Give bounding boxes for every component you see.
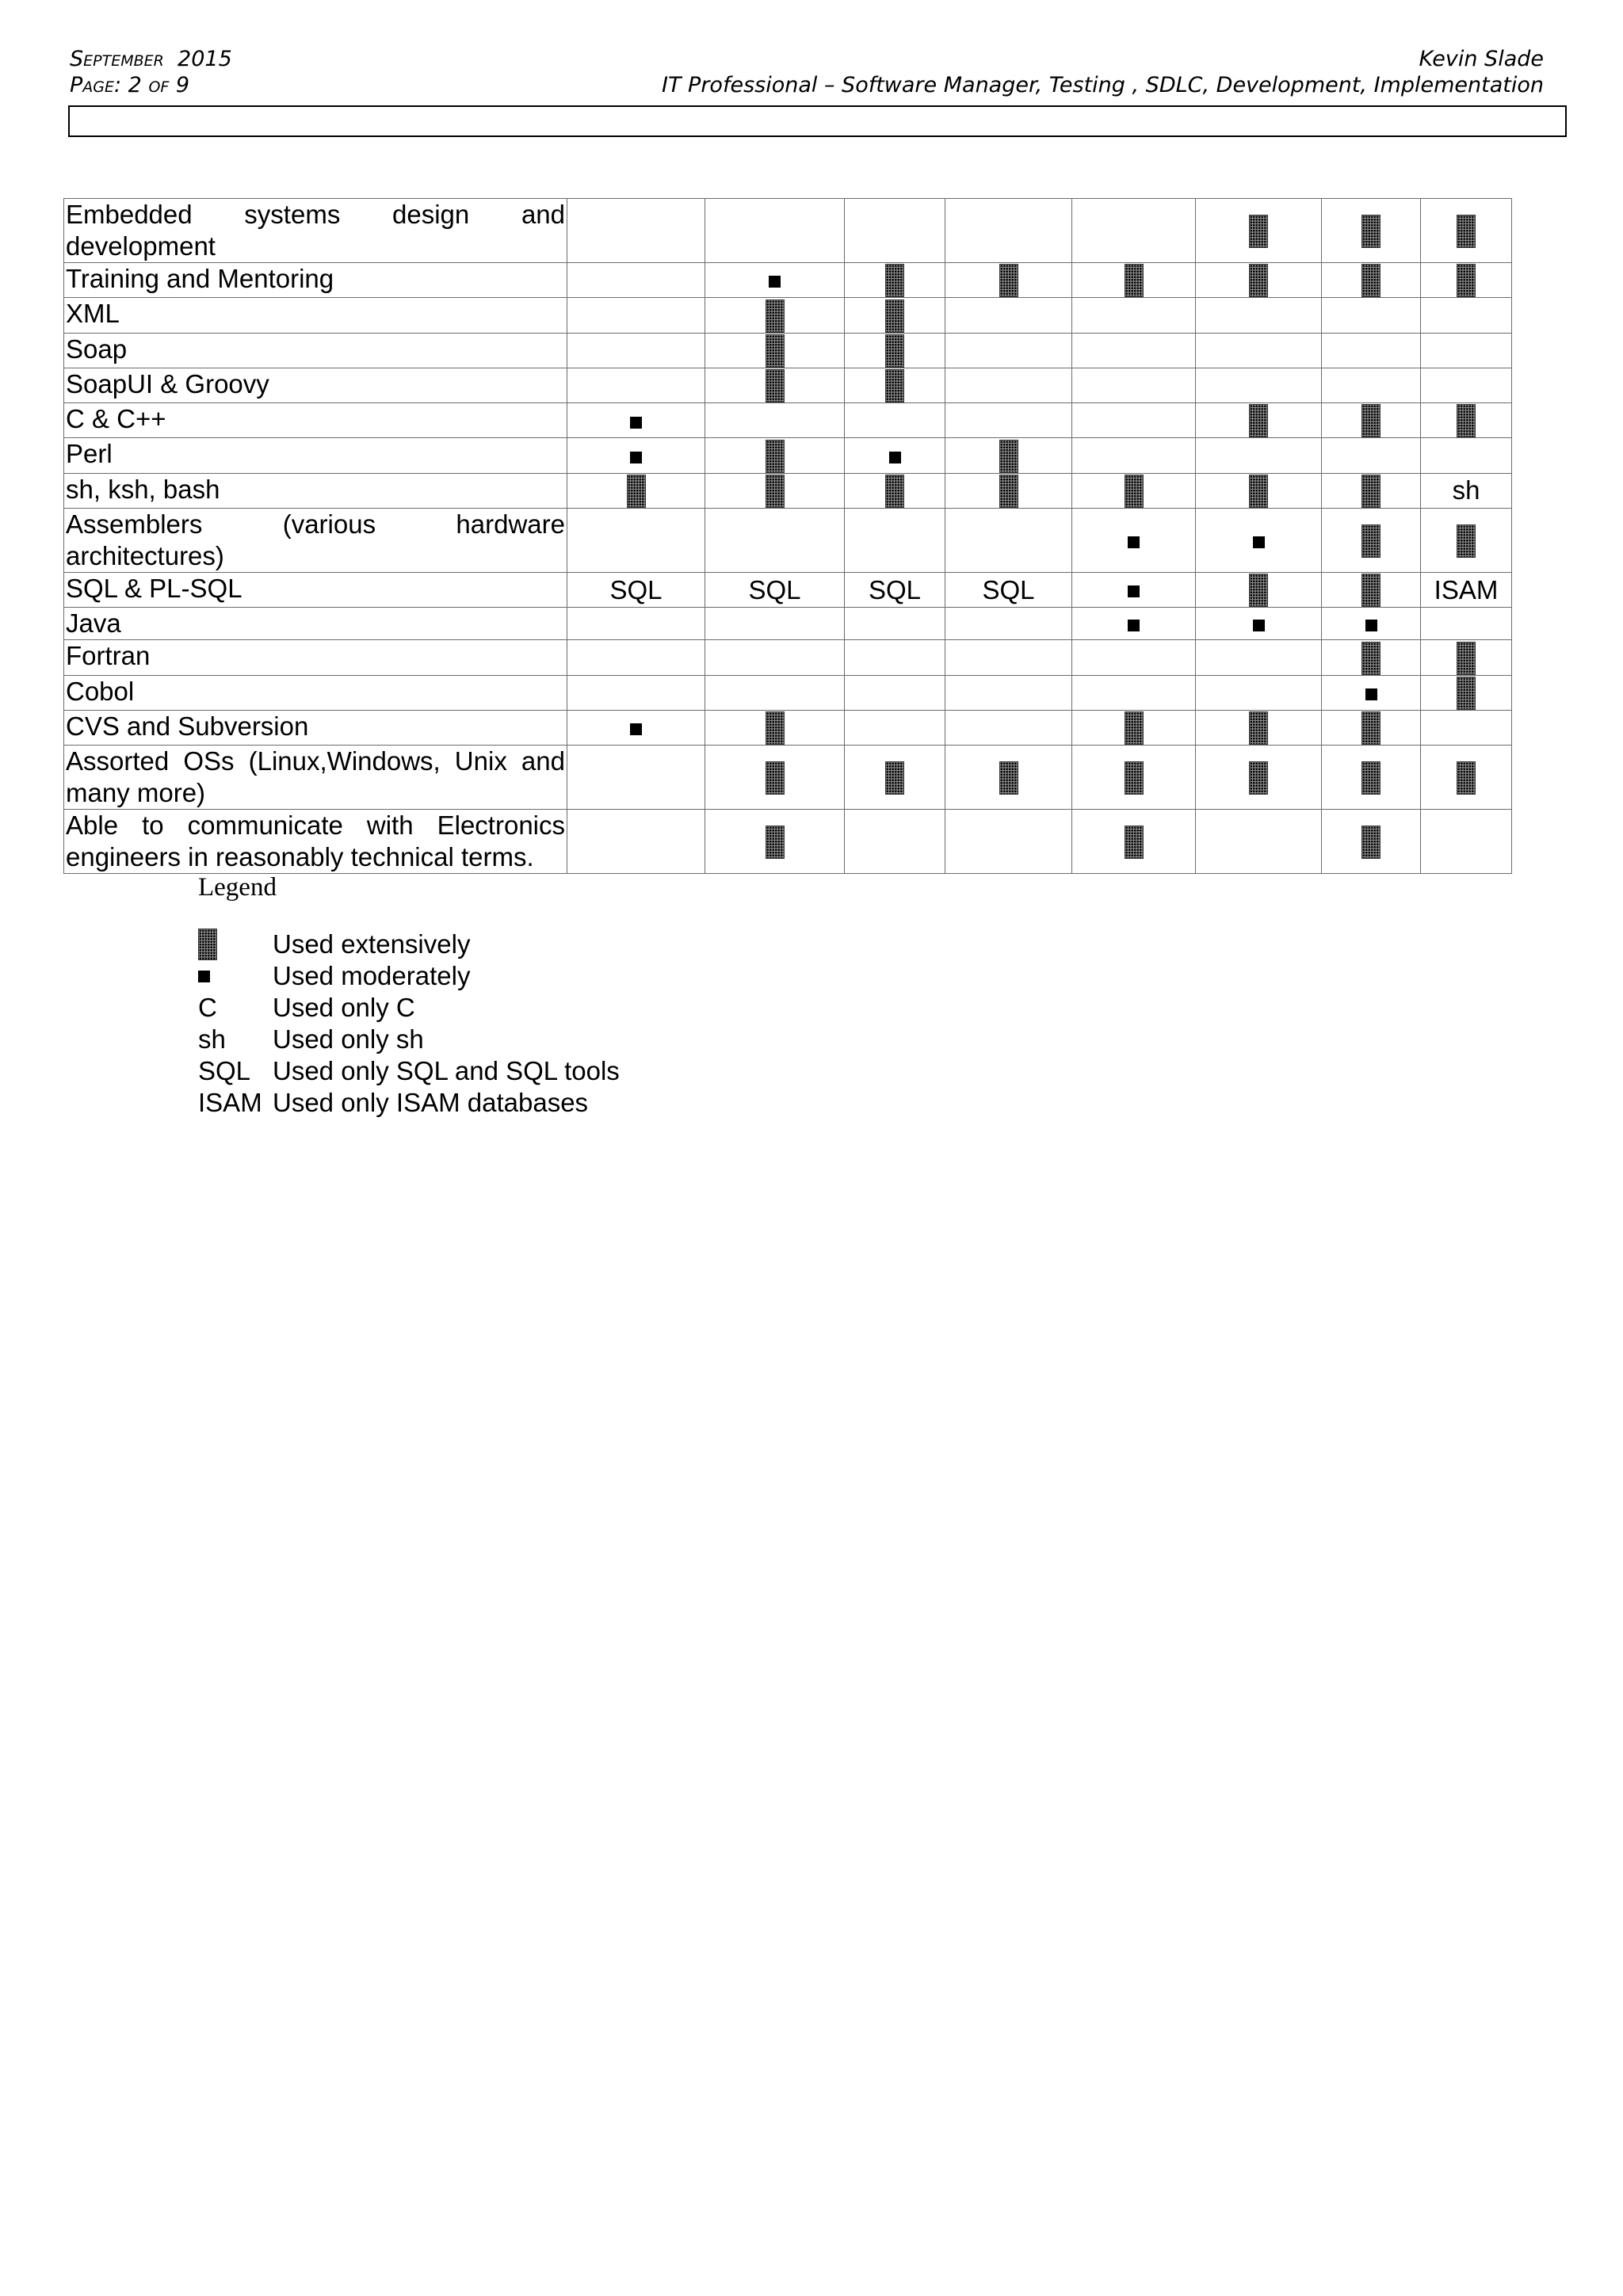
table-cell — [945, 263, 1072, 298]
used-extensively-mark — [1249, 761, 1268, 795]
table-cell — [1322, 298, 1421, 333]
used-extensively-mark — [1361, 524, 1381, 558]
legend-symbol — [198, 1024, 273, 1055]
skill-label: sh, ksh, bash — [64, 473, 567, 508]
table-cell — [1322, 473, 1421, 508]
table-cell — [705, 746, 845, 810]
table-cell — [1322, 810, 1421, 874]
table-cell — [567, 333, 705, 368]
used-extensively-mark — [1249, 215, 1268, 248]
table-cell — [1421, 710, 1512, 745]
table-cell — [705, 608, 845, 640]
used-extensively-mark — [1361, 711, 1381, 745]
used-moderately-mark — [1128, 585, 1140, 597]
table-cell — [1196, 572, 1322, 607]
table-cell — [845, 572, 945, 607]
table-cell — [1421, 333, 1512, 368]
used-extensively-mark — [1249, 711, 1268, 745]
used-extensively-mark — [1125, 475, 1144, 508]
table-cell — [945, 640, 1072, 675]
table-row — [64, 640, 1512, 675]
table-cell — [1421, 403, 1512, 438]
legend-text: Used only C — [273, 993, 415, 1022]
table-cell — [1421, 263, 1512, 298]
table-cell — [845, 333, 945, 368]
used-extensively-mark — [1249, 475, 1268, 508]
table-cell — [1421, 746, 1512, 810]
used-extensively-mark — [1125, 826, 1144, 859]
legend-text: Used only ISAM databases — [273, 1088, 589, 1117]
table-cell — [567, 263, 705, 298]
used-extensively-mark — [766, 299, 785, 333]
table-cell — [945, 675, 1072, 710]
header-month: September — [70, 47, 164, 71]
header-subtitle: IT Professional – Software Manager, Testing , SDLC, Development, Implementation — [662, 73, 1544, 97]
table-cell — [1196, 473, 1322, 508]
table-cell — [567, 810, 705, 874]
table-cell — [1421, 608, 1512, 640]
table-cell — [945, 473, 1072, 508]
usage-text-mark: C — [198, 993, 217, 1022]
table-cell — [1322, 710, 1421, 745]
used-extensively-mark — [1125, 711, 1144, 745]
legend-symbol — [198, 929, 273, 960]
table-row — [64, 473, 1512, 508]
table-row — [64, 746, 1512, 810]
used-extensively-mark — [885, 475, 904, 508]
table-cell — [945, 199, 1072, 263]
table-cell — [1196, 199, 1322, 263]
table-cell — [567, 572, 705, 607]
table-cell — [1196, 746, 1322, 810]
table-cell — [1072, 608, 1196, 640]
table-cell — [945, 710, 1072, 745]
table-cell — [1421, 640, 1512, 675]
used-moderately-mark — [769, 276, 781, 288]
skill-label: Soap — [64, 333, 567, 368]
used-moderately-mark — [1253, 536, 1265, 548]
table-cell — [1421, 675, 1512, 710]
header-page-number: Page: 2 of 9 — [70, 73, 190, 97]
table-row — [64, 368, 1512, 402]
used-extensively-mark — [1249, 264, 1268, 297]
table-cell — [705, 473, 845, 508]
usage-text-mark: SQL — [609, 574, 663, 605]
legend-text: Used only sh — [273, 1024, 424, 1054]
table-cell — [1421, 438, 1512, 473]
used-moderately-mark — [630, 452, 642, 463]
usage-text-mark: SQL — [748, 574, 801, 605]
table-cell — [705, 368, 845, 402]
usage-text-mark: SQL — [198, 1056, 251, 1085]
table-cell — [567, 473, 705, 508]
header-year: 2015 — [178, 47, 232, 71]
table-cell — [945, 368, 1072, 402]
used-moderately-mark — [1128, 620, 1140, 631]
used-moderately-mark — [1365, 620, 1377, 631]
table-cell — [1322, 199, 1421, 263]
used-extensively-mark — [1125, 761, 1144, 795]
used-extensively-mark — [1457, 215, 1476, 248]
usage-text-mark: sh — [1452, 475, 1480, 505]
used-extensively-mark — [766, 761, 785, 795]
table-cell — [1072, 333, 1196, 368]
used-extensively-mark — [198, 929, 217, 960]
used-extensively-mark — [1457, 524, 1476, 558]
skills-table — [63, 198, 1512, 874]
table-cell — [567, 368, 705, 402]
table-cell — [945, 810, 1072, 874]
table-cell — [567, 298, 705, 333]
table-cell — [1196, 810, 1322, 874]
table-cell — [1072, 810, 1196, 874]
table-cell — [1072, 263, 1196, 298]
used-moderately-mark — [198, 971, 210, 982]
table-cell — [945, 746, 1072, 810]
table-cell — [945, 333, 1072, 368]
table-cell — [1421, 368, 1512, 402]
table-cell — [845, 263, 945, 298]
table-cell — [1072, 508, 1196, 572]
usage-text-mark: ISAM — [1434, 574, 1499, 605]
used-moderately-mark — [1253, 620, 1265, 631]
legend-text: Used moderately — [273, 961, 471, 990]
legend-symbol — [198, 993, 273, 1023]
table-row — [64, 263, 1512, 298]
table-cell — [567, 608, 705, 640]
used-extensively-mark — [885, 369, 904, 402]
table-cell — [705, 438, 845, 473]
skill-label: SQL & PL-SQL — [64, 572, 567, 607]
legend-title: Legend — [198, 873, 277, 902]
table-cell — [845, 746, 945, 810]
table-cell — [1072, 473, 1196, 508]
table-cell — [1421, 473, 1512, 508]
used-extensively-mark — [1361, 574, 1381, 607]
table-row — [64, 710, 1512, 745]
legend-text: Used only SQL and SQL tools — [273, 1056, 620, 1085]
used-extensively-mark — [1249, 574, 1268, 607]
used-moderately-mark — [1128, 536, 1140, 548]
skill-label: Able to communicate with Electronics engineers in reasonably technical terms. — [64, 810, 567, 874]
skill-label: Java — [64, 608, 567, 640]
table-cell — [1196, 640, 1322, 675]
table-cell — [845, 640, 945, 675]
used-extensively-mark — [1361, 404, 1381, 437]
table-cell — [1322, 508, 1421, 572]
skill-label: Embedded systems design and development — [64, 199, 567, 263]
table-cell — [567, 710, 705, 745]
table-cell — [1196, 298, 1322, 333]
table-cell — [845, 403, 945, 438]
table-cell — [1072, 403, 1196, 438]
table-cell — [845, 675, 945, 710]
table-cell — [567, 746, 705, 810]
table-cell — [1072, 438, 1196, 473]
table-cell — [705, 263, 845, 298]
table-cell — [1322, 572, 1421, 607]
skill-label: Perl — [64, 438, 567, 473]
table-cell — [705, 298, 845, 333]
skill-label: C & C++ — [64, 403, 567, 438]
used-extensively-mark — [766, 440, 785, 473]
table-cell — [1072, 199, 1196, 263]
table-cell — [705, 403, 845, 438]
table-row — [64, 298, 1512, 333]
table-cell — [1196, 403, 1322, 438]
skill-label: Assorted OSs (Linux,Windows, Unix and many more) — [64, 746, 567, 810]
skill-label: Assemblers (various hardware architectures) — [64, 508, 567, 572]
used-extensively-mark — [1361, 642, 1381, 675]
used-extensively-mark — [885, 264, 904, 297]
header-left — [70, 46, 232, 98]
header-right — [662, 46, 1544, 98]
table-cell — [1196, 368, 1322, 402]
table-cell — [845, 810, 945, 874]
table-cell — [945, 438, 1072, 473]
table-cell — [1322, 368, 1421, 402]
used-extensively-mark — [1361, 826, 1381, 859]
table-cell — [705, 675, 845, 710]
table-row — [64, 438, 1512, 473]
used-moderately-mark — [889, 452, 901, 463]
used-extensively-mark — [1457, 642, 1476, 675]
used-extensively-mark — [1125, 264, 1144, 297]
table-row — [64, 608, 1512, 640]
table-cell — [945, 608, 1072, 640]
table-row — [64, 508, 1512, 572]
table-cell — [705, 508, 845, 572]
used-extensively-mark — [1457, 761, 1476, 795]
table-row — [64, 199, 1512, 263]
used-extensively-mark — [885, 299, 904, 333]
used-extensively-mark — [885, 761, 904, 795]
skills-table-body — [64, 199, 1512, 874]
used-extensively-mark — [766, 826, 785, 859]
legend-symbol — [198, 1056, 273, 1086]
used-extensively-mark — [1249, 404, 1268, 437]
skill-label: Cobol — [64, 675, 567, 710]
legend-item — [198, 992, 620, 1024]
table-cell — [845, 438, 945, 473]
table-cell — [1421, 508, 1512, 572]
table-cell — [945, 403, 1072, 438]
table-cell — [1322, 608, 1421, 640]
table-cell — [845, 710, 945, 745]
used-extensively-mark — [999, 440, 1018, 473]
used-extensively-mark — [999, 475, 1018, 508]
table-cell — [1421, 298, 1512, 333]
used-extensively-mark — [1457, 404, 1476, 437]
page-header — [70, 46, 1544, 100]
table-cell — [567, 403, 705, 438]
used-extensively-mark — [766, 711, 785, 745]
used-extensively-mark — [1361, 475, 1381, 508]
table-cell — [1196, 333, 1322, 368]
used-moderately-mark — [630, 723, 642, 735]
table-cell — [845, 199, 945, 263]
table-cell — [705, 640, 845, 675]
used-extensively-mark — [1457, 677, 1476, 710]
used-extensively-mark — [627, 475, 646, 508]
skill-label: XML — [64, 298, 567, 333]
table-cell — [1196, 438, 1322, 473]
usage-text-mark: SQL — [868, 574, 922, 605]
legend-item — [198, 960, 620, 992]
used-moderately-mark — [630, 417, 642, 429]
table-cell — [1072, 640, 1196, 675]
skill-label: Fortran — [64, 640, 567, 675]
used-extensively-mark — [999, 761, 1018, 795]
table-cell — [1322, 438, 1421, 473]
table-cell — [1072, 746, 1196, 810]
used-extensively-mark — [1361, 761, 1381, 795]
table-cell — [845, 473, 945, 508]
table-cell — [1072, 675, 1196, 710]
table-cell — [567, 675, 705, 710]
skill-label: Training and Mentoring — [64, 263, 567, 298]
used-extensively-mark — [766, 475, 785, 508]
table-row — [64, 403, 1512, 438]
table-cell — [567, 508, 705, 572]
table-cell — [845, 368, 945, 402]
header-rule-box — [68, 105, 1567, 137]
used-extensively-mark — [766, 334, 785, 368]
table-cell — [1072, 572, 1196, 607]
table-row — [64, 333, 1512, 368]
table-cell — [1196, 675, 1322, 710]
used-extensively-mark — [766, 369, 785, 402]
legend-list — [198, 929, 620, 1119]
table-cell — [705, 710, 845, 745]
table-row — [64, 572, 1512, 607]
table-cell — [567, 199, 705, 263]
table-cell — [1196, 710, 1322, 745]
usage-text-mark: ISAM — [198, 1088, 262, 1117]
table-cell — [1322, 403, 1421, 438]
table-row — [64, 675, 1512, 710]
table-cell — [1322, 746, 1421, 810]
table-cell — [845, 508, 945, 572]
table-cell — [1421, 572, 1512, 607]
used-extensively-mark — [1457, 264, 1476, 297]
legend-text: Used extensively — [273, 929, 471, 959]
used-extensively-mark — [1361, 215, 1381, 248]
legend-item — [198, 1024, 620, 1055]
table-cell — [1072, 710, 1196, 745]
table-cell — [945, 572, 1072, 607]
table-cell — [845, 608, 945, 640]
table-cell — [1072, 368, 1196, 402]
legend-symbol — [198, 1088, 273, 1118]
legend — [198, 871, 620, 1119]
table-cell — [1072, 298, 1196, 333]
legend-item — [198, 1087, 620, 1119]
table-cell — [1322, 640, 1421, 675]
header-author: Kevin Slade — [1419, 47, 1544, 71]
table-cell — [845, 298, 945, 333]
table-cell — [1421, 810, 1512, 874]
table-cell — [567, 640, 705, 675]
legend-symbol — [198, 971, 273, 982]
table-cell — [945, 508, 1072, 572]
usage-text-mark: SQL — [982, 574, 1035, 605]
table-cell — [1196, 608, 1322, 640]
legend-item — [198, 929, 620, 960]
legend-item — [198, 1055, 620, 1087]
table-cell — [1196, 508, 1322, 572]
table-cell — [705, 572, 845, 607]
table-cell — [1322, 333, 1421, 368]
table-row — [64, 810, 1512, 874]
usage-text-mark: sh — [198, 1024, 226, 1054]
table-cell — [945, 298, 1072, 333]
table-cell — [1421, 199, 1512, 263]
table-cell — [1322, 675, 1421, 710]
header-date — [70, 46, 232, 72]
table-cell — [567, 438, 705, 473]
used-extensively-mark — [999, 264, 1018, 297]
table-cell — [705, 199, 845, 263]
used-extensively-mark — [1361, 264, 1381, 297]
table-cell — [1322, 263, 1421, 298]
table-cell — [705, 810, 845, 874]
skill-label: SoapUI & Groovy — [64, 368, 567, 402]
skill-label: CVS and Subversion — [64, 710, 567, 745]
used-extensively-mark — [885, 334, 904, 368]
table-cell — [1196, 263, 1322, 298]
table-cell — [705, 333, 845, 368]
used-moderately-mark — [1365, 688, 1377, 700]
